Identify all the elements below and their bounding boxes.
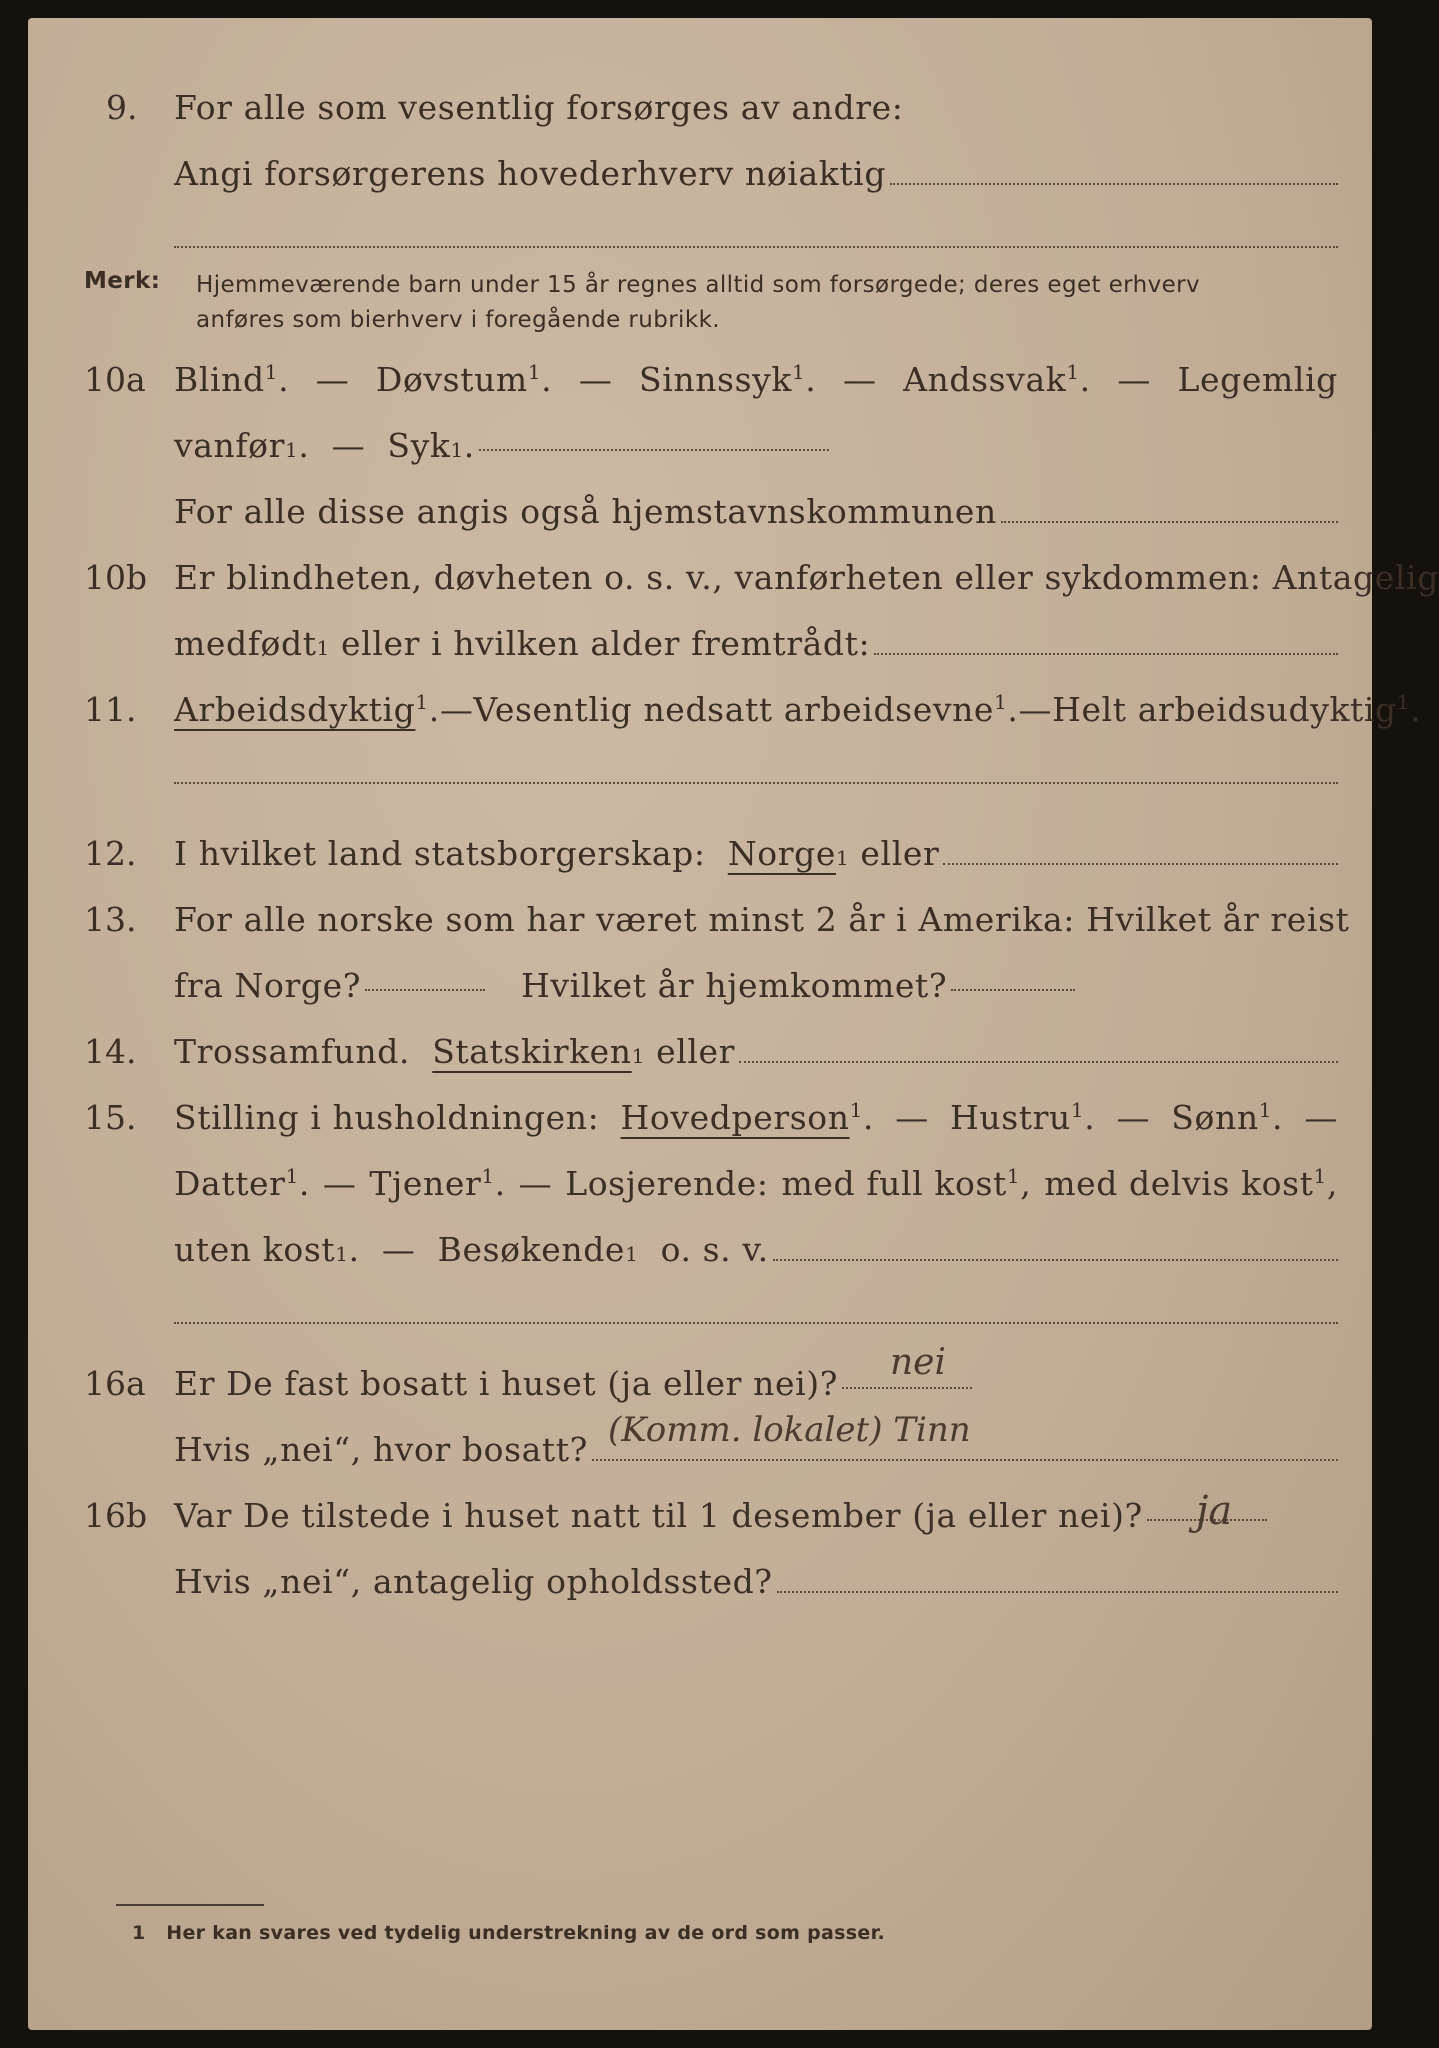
q10a-line1: Blind$^1$. — Døvstum$^1$. — Sinnssyk$^1$. — Andssvak$^1$. — Legemlig	[174, 360, 1338, 399]
q10b-number: 10b	[84, 558, 148, 597]
q13-number: 13.	[84, 900, 137, 939]
option-sonn[interactable]: Sønn	[1171, 1098, 1259, 1137]
option-besokende[interactable]: Besøkende	[437, 1230, 626, 1269]
option-arbeidsdyktig[interactable]: Arbeidsdyktig	[174, 690, 416, 729]
q9-line2	[174, 154, 1338, 193]
q15-line3: uten kost 1 . — Besøkende 1 o. s. v.	[174, 1230, 1338, 1269]
q15-text: Stilling i husholdningen:	[174, 1098, 600, 1137]
footnote-rule	[116, 1904, 264, 1906]
q16a-answer-line[interactable]	[842, 1387, 972, 1389]
option-sinnssyk[interactable]: Sinnssyk	[638, 360, 792, 399]
option-medfodt[interactable]: medfødt	[174, 624, 317, 663]
q11-line1: Arbeidsdyktig$^1$. — Vesentlig nedsatt arbeidsevne$^1$. — Helt arbeidsudyktig$^1$.	[174, 690, 1422, 729]
q15-number: 15.	[84, 1098, 137, 1137]
q9-text: For alle som vesentlig forsørges av andre:	[174, 88, 904, 127]
q10a-number: 10a	[84, 360, 146, 399]
q15-extra-line[interactable]	[174, 1322, 1338, 1324]
q12-number: 12.	[84, 834, 137, 873]
q14-eller: eller	[656, 1032, 736, 1071]
q10a-hjemstavn-label: For alle disse angis også hjemstavnskommunen	[174, 492, 997, 531]
q9-number: 9.	[106, 88, 138, 127]
q10b-line2: medfødt 1 eller i hvilken alder fremtrådt:	[174, 624, 1338, 663]
q15-answer-line[interactable]	[773, 1259, 1338, 1261]
q16a-handwritten-answer: nei	[890, 1342, 947, 1383]
q14-number: 14.	[84, 1032, 137, 1071]
option-uten-kost[interactable]: uten kost	[174, 1230, 336, 1269]
option-legemlig[interactable]: Legemlig	[1177, 360, 1338, 399]
q15-losjerende: Losjerende:	[565, 1164, 769, 1203]
merk-line2: anføres som bierhverv i foregående rubrikk.	[196, 307, 720, 333]
footnote-mark: 1	[132, 1922, 146, 1944]
option-full-kost[interactable]: med full kost	[781, 1164, 1007, 1203]
q16b-number: 16b	[84, 1496, 148, 1535]
q16b-opholdssted-line[interactable]	[777, 1591, 1338, 1593]
footnote	[132, 1922, 885, 1944]
q12-line1: I hvilket land statsborgerskap: Norge 1 eller	[174, 834, 1338, 873]
q13-reist-line[interactable]	[365, 989, 485, 991]
option-blind[interactable]: Blind	[174, 360, 265, 399]
q9-line1	[174, 88, 903, 127]
q13-text: For alle norske som har været minst 2 år i Amerika: Hvilket år reist	[174, 900, 1350, 939]
q11-extra-line[interactable]	[174, 782, 1338, 784]
q16b-line1	[174, 1496, 1267, 1535]
q16b-opholdssted-label: Hvis „nei“, antagelig opholdssted?	[174, 1562, 773, 1601]
q13-line2	[174, 966, 1075, 1005]
q16a-handwritten-residence: (Komm. lokalet) Tinn	[608, 1410, 971, 1450]
q15-line1: Stilling i husholdningen: Hovedperson$^1$. — Hustru$^1$. — Sønn$^1$. —	[174, 1098, 1338, 1137]
q10a-hjemstavn-line[interactable]	[1001, 521, 1338, 523]
option-statskirken[interactable]: Statskirken	[432, 1032, 632, 1071]
merk-label: Merk:	[84, 268, 161, 294]
q12-eller: eller	[860, 834, 940, 873]
q13-hjemkommet-label: Hvilket år hjemkommet?	[521, 966, 948, 1005]
option-udyktig[interactable]: Helt arbeidsudyktig	[1052, 690, 1397, 729]
q16a-text: Er De fast bosatt i huset (ja eller nei)?	[174, 1364, 838, 1403]
q10b-line1	[174, 558, 1439, 597]
q10b-text: Er blindheten, døvheten o. s. v., vanførheten eller sykdommen: Antagelig	[174, 558, 1439, 597]
q16a-line1	[174, 1364, 972, 1403]
option-hovedperson[interactable]: Hovedperson	[620, 1098, 850, 1137]
option-delvis-kost[interactable]: med delvis kost	[1044, 1164, 1314, 1203]
census-form-page	[28, 18, 1439, 2030]
q11-number: 11.	[84, 690, 137, 729]
option-syk[interactable]: Syk	[387, 426, 451, 465]
q10a-line3	[174, 492, 1338, 531]
q13-line1	[174, 900, 1349, 939]
option-norge[interactable]: Norge	[727, 834, 836, 873]
q15-line2: Datter$^1$. — Tjener$^1$. — Losjerende: med full kost$^1$, med delvis kost$^1$,	[174, 1164, 1338, 1203]
option-datter[interactable]: Datter	[174, 1164, 286, 1203]
merk-line1: Hjemmeværende barn under 15 år regnes alltid som forsørgede; deres eget erhverv	[196, 272, 1201, 298]
merk-note	[196, 268, 1346, 338]
q16b-handwritten-answer: ja	[1196, 1488, 1233, 1534]
footnote-text: Her kan svares ved tydelig understrekning av de ord som passer.	[166, 1922, 886, 1944]
q14-line1: Trossamfund. Statskirken 1 eller	[174, 1032, 1338, 1071]
q16b-text: Var De tilstede i huset natt til 1 desember (ja eller nei)?	[174, 1496, 1143, 1535]
q10a-syk-line[interactable]	[479, 449, 829, 451]
option-hustru[interactable]: Hustru	[950, 1098, 1071, 1137]
q15-osv: o. s. v.	[660, 1230, 769, 1269]
q12-answer-line[interactable]	[943, 863, 1338, 865]
q16a-number: 16a	[84, 1364, 146, 1403]
q12-text: I hvilket land statsborgerskap:	[174, 834, 706, 873]
option-tjener[interactable]: Tjener	[369, 1164, 482, 1203]
q14-text: Trossamfund.	[174, 1032, 411, 1071]
q9-answer-line[interactable]	[890, 183, 1338, 185]
option-andssvak[interactable]: Andssvak	[903, 360, 1067, 399]
q9-extra-line[interactable]	[174, 246, 1338, 248]
q16b-line2	[174, 1562, 1338, 1601]
q16a-bosatt-label: Hvis „nei“, hvor bosatt?	[174, 1430, 588, 1469]
q13-hjemkommet-line[interactable]	[951, 989, 1075, 991]
q16a-bosatt-line[interactable]	[592, 1459, 1338, 1461]
q9-provider-label: Angi forsørgerens hovederhverv nøiaktig	[174, 154, 887, 193]
option-dovstum[interactable]: Døvstum	[375, 360, 528, 399]
q10a-line2: vanfør 1 . — Syk 1 .	[174, 426, 829, 465]
q13-reist-label: fra Norge?	[174, 966, 362, 1005]
q10b-alder-label: eller i hvilken alder fremtrådt:	[341, 624, 871, 663]
q10b-alder-line[interactable]	[874, 653, 1338, 655]
option-nedsatt[interactable]: Vesentlig nedsatt arbeidsevne	[473, 690, 995, 729]
q14-answer-line[interactable]	[739, 1061, 1338, 1063]
option-vanfor[interactable]: vanfør	[174, 426, 286, 465]
